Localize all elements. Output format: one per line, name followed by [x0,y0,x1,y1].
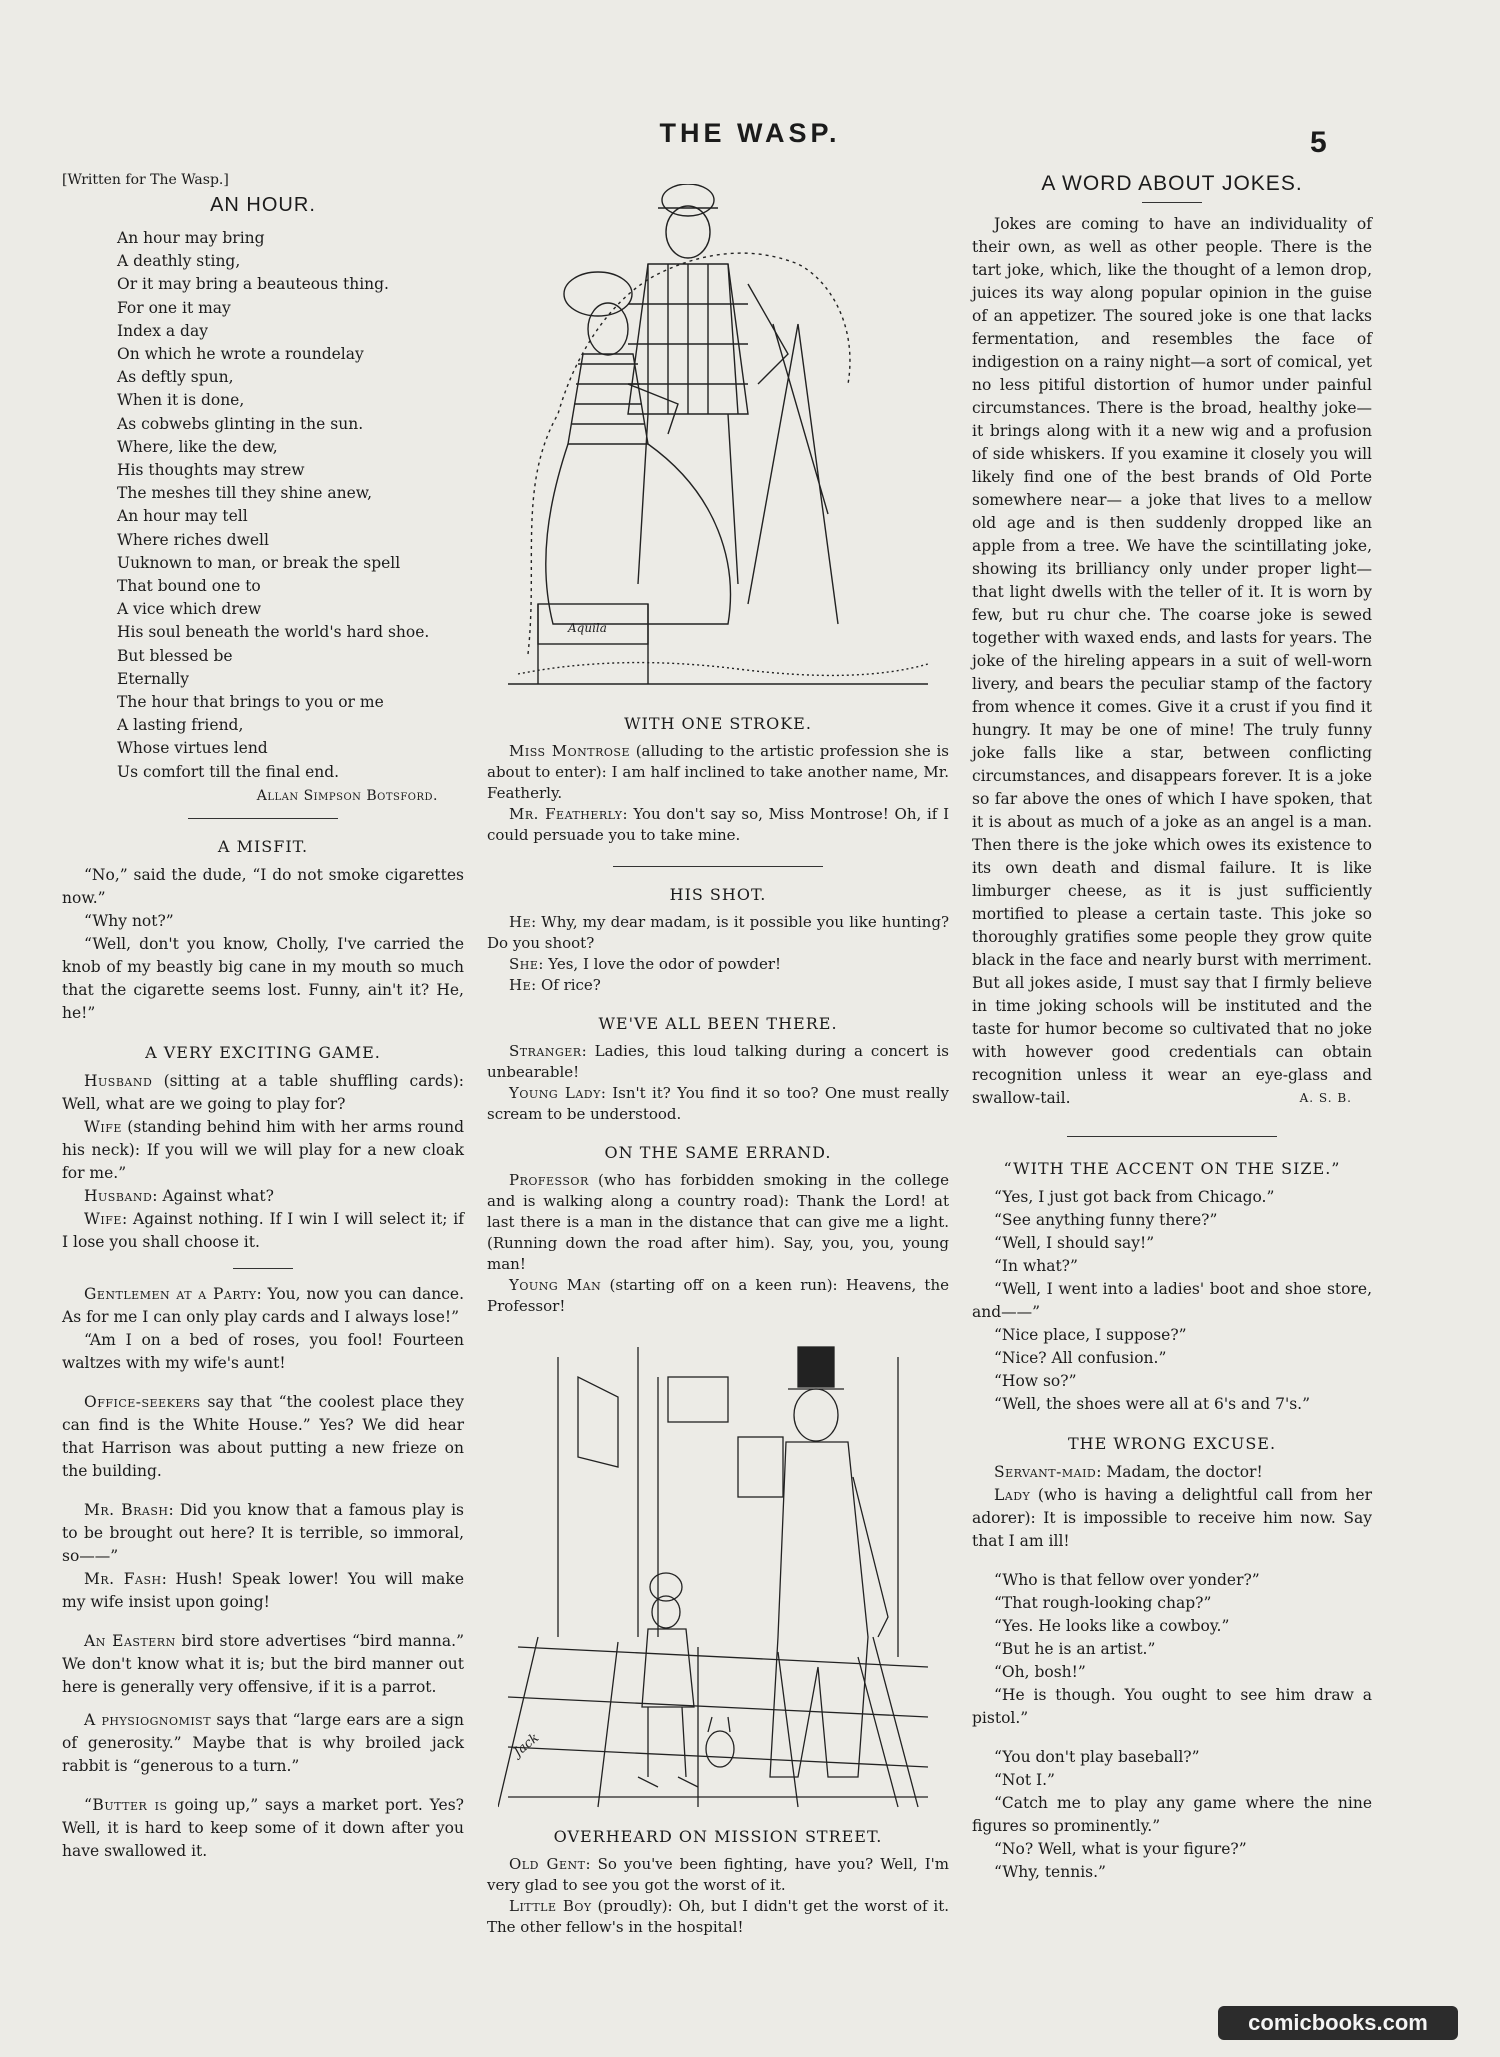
poem-line: His soul beneath the world's hard shoe. [117,623,430,642]
divider [613,866,823,867]
poem-line: On which he wrote a roundelay [117,345,364,364]
game-title: A VERY EXCITING GAME. [145,1042,381,1062]
speaker-label: Stranger [509,1042,582,1060]
paragraph [972,1461,1372,1484]
masthead: THE WASP. [659,118,841,148]
paragraph [487,1170,949,1275]
poem-line: Eternally [117,669,190,688]
speaker-label: Young Lady [509,1084,601,1102]
poem-body [117,227,464,784]
bird-store-body [62,1630,464,1699]
poem-line: A vice which drew [117,600,262,619]
paragraph-text: (who has forbidden smoking in the college and is walking along a country road): Thank the Lord! at last there is a man in the distance that can give me a light. (Running down the road after him). Say, you, you, young man! [487,1171,949,1273]
paragraph-text: : You, now you can dance. As for me I can only play cards and I always lose!” [62,1284,465,1326]
poem-line: But blessed be [117,646,233,665]
paragraph: “You don't play baseball?” [994,1748,1200,1766]
paragraph [487,954,949,975]
stroke-title: WITH ONE STROKE. [624,714,812,733]
paragraph: “Yes, I just got back from Chicago.” [994,1188,1275,1206]
paragraph-text: : Ladies, this loud talking during a concert is unbearable! [487,1042,949,1081]
column-right [972,170,1372,1884]
mission-title: OVERHEARD ON MISSION STREET. [553,1827,883,1846]
paragraph: “That rough-looking chap?” [994,1594,1212,1612]
poem-line: Uuknown to man, or break the spell [117,553,401,572]
paragraph: “Well, I should say!” [994,1234,1155,1252]
paragraph [62,1116,464,1185]
paragraph: “Who is that fellow over yonder?” [994,1571,1260,1589]
paragraph-text: (who is having a delightful call from her adorer): It is impossible to receive him now. Say that I am ill! [972,1486,1372,1550]
speaker-label: Office-seekers [84,1392,201,1411]
speaker-label: He [509,913,532,931]
paragraph [972,1484,1372,1553]
poem-line: Whose virtues lend [117,739,268,758]
brash-body [62,1499,464,1614]
speaker-label: Young Man [509,1276,602,1294]
jokes-signature: A. S. B. [1299,1091,1352,1105]
accent-body [972,1186,1372,1416]
paragraph [487,1854,949,1896]
paragraph [62,1568,464,1614]
paragraph-text: : Why, my dear madam, is it possible you like hunting? Do you shoot? [487,913,949,952]
speaker-label: Wife [84,1209,122,1228]
paragraph-text: : Hush! Speak lower! You will make my wife insist upon going! [62,1569,464,1611]
errand-body [487,1170,949,1317]
paragraph [487,912,949,954]
speaker-label: An Eastern [84,1631,176,1650]
poem-line: Where riches dwell [117,530,269,549]
speaker-label: Miss Montrose [509,742,630,760]
poem-line: As cobwebs glinting in the sun. [117,414,364,433]
excuse-title: THE WRONG EXCUSE. [1067,1434,1277,1453]
speaker-label: He [509,976,532,994]
paragraph-text: : Yes, I love the odor of powder! [538,955,782,973]
paragraph-text: : Isn't it? You find it so too? One must really scream to be understood. [487,1084,949,1123]
baseball-body [972,1746,1372,1884]
column-middle [487,170,949,1938]
paragraph [487,1896,949,1938]
divider [1067,1136,1277,1137]
misfit-body [62,864,464,1025]
paragraph [62,1185,464,1208]
paragraph: “Not I.” [994,1771,1055,1789]
page-number: 5 [1310,126,1327,159]
column-left [62,170,464,1863]
speaker-label: Wife [84,1117,122,1136]
poem-line: Or it may bring a beauteous thing. [117,275,389,294]
paragraph [487,1083,949,1125]
paragraph-text: : Against nothing. If I win I will select it; if I lose you shall choose it. [62,1209,464,1251]
speaker-label: Husband [84,1186,153,1205]
speaker-label: Professor [509,1171,589,1189]
physiognomist-body [62,1709,464,1778]
excuse-body [972,1461,1372,1553]
poem-line: His thoughts may strew [117,461,305,480]
poem-line: An hour may bring [117,229,265,247]
watermark: comicbooks.com [1218,2006,1458,2040]
paragraph: “Catch me to play any game where the nine figures so prominently.” [972,1794,1372,1835]
poem-title: AN HOUR. [210,194,316,216]
poem-line: A deathly sting, [117,252,241,271]
poem-line: As deftly spun, [117,368,234,387]
poem-line: Where, like the dew, [117,437,278,456]
speaker-label: She [509,955,539,973]
paragraph: “No? Well, what is your figure?” [994,1840,1247,1858]
paragraph: “See anything funny there?” [994,1211,1218,1229]
paragraph [62,1630,464,1699]
poem-line: An hour may tell [117,507,248,526]
paragraph: “Nice? All confusion.” [994,1349,1167,1367]
paragraph [487,804,949,846]
paragraph-text: : You don't say so, Miss Montrose! Oh, if I could persuade you to take mine. [487,805,949,844]
poem-line: For one it may [117,298,231,317]
speaker-label: Servant-maid [994,1463,1097,1481]
paragraph-text: (sitting at a table shuffling cards): Well, what are we going to play for? [62,1071,464,1113]
paragraph-text: bird store advertises “bird manna.” We don't know what it is; but the bird manner out here is generally very offensive, if it is a parrot. [62,1631,464,1696]
speaker-label: Lady [994,1486,1031,1504]
speaker-label: Little Boy [509,1897,592,1915]
speaker-label: Old Gent [509,1855,586,1873]
paragraph: “Why not?” [84,911,174,930]
paragraph: “But he is an artist.” [994,1640,1156,1658]
divider [1142,202,1202,203]
paragraph-text: says that “large ears are a sign of generosity.” Maybe that is why broiled jack rabbit is “generous to a turn.” [62,1710,464,1775]
paragraph-text: : Against what? [152,1186,274,1205]
office-seekers-body [62,1391,464,1483]
poem-line: The hour that brings to you or me [117,693,384,712]
speaker-label: Mr. Brash [84,1500,169,1519]
poem-line: A lasting friend, [117,716,244,735]
illustration-signature: Jack [510,1730,543,1761]
paragraph [62,1391,464,1483]
paragraph [62,1070,464,1116]
illustration-signature: Aquila [568,621,607,635]
paragraph-text: : Of rice? [531,976,601,994]
party-body [62,1283,464,1375]
speaker-label: Mr. Featherly [509,805,623,823]
paragraph: “Why, tennis.” [994,1863,1106,1881]
paragraph [62,1794,464,1863]
jokes-body: Jokes are coming to have an individuality of their own, as well as other people. There is the tart joke, which, like the thought of a lemon drop, juices its way along popular opinion in the guise of an appetizer. The soured joke is one that lacks fermentation, and resembles the face of indigestion on a rainy night—a sort of comical, yet no less pitiful distortion of humor under painful circumstances. There is the broad, healthy joke—it brings along with it a new wig and a profusion of side whiskers. If you examine it closely you will likely find one of the best brands of Old Porte somewhere near— a joke that lives to a mellow old age and is then suddenly dropped like an apple from a tree. We have the scintillating joke, showing its brilliancy only under proper light—that light dwells with the teller of it. It is worn by few, but ru chur che. The coarse joke is sewed together with waxed ends, and lasts for years. The joke of the hireling appears in a suit of well-worn livery, and bears the peculiar stamp of the factory from whence it comes. Give it a crust if you find it hungry. It may be one of mine! The truly funny joke falls like a star, between conflicting circumstances, and disappears forever. It is a joke so far above the ones of which I have spoken, that it is about as much of a joke as an angel is a man. Then there is the joke which owes its existence to its own death and dismal failure. It is like limburger cheese, as it is just sufficiently mortified to please a certain taste. This joke so thoroughly gratifies some people they grow quite black in the face and nearly burst with merriment. But all jokes aside, I must say that I firmly believe in time joking schools will be instituted and the taste for humor become so cultivated that no joke with however good credentials can obtain recognition unless it wear an eye-glass and swallow-tail. A. S. B. [972,213,1372,1110]
paragraph: “In what?” [994,1257,1078,1275]
paragraph-text: : Did you know that a famous play is to be brought out here? It is terrible, so immoral, so——” [62,1500,464,1565]
paragraph [62,1329,464,1375]
paragraph: “Well, the shoes were all at 6's and 7's.” [994,1395,1311,1413]
been-there-title: WE'VE ALL BEEN THERE. [598,1014,838,1033]
poem-line: Us comfort till the final end. [117,762,340,781]
speaker-label: A physiognomist [84,1710,212,1729]
paragraph: “Oh, bosh!” [994,1663,1086,1681]
paragraph-text: “Am I on a bed of roses, you fool! Fourteen waltzes with my wife's aunt! [62,1330,464,1372]
shot-body [487,912,949,996]
speaker-label: Mr. Fash [84,1569,162,1588]
paragraph: “Yes. He looks like a cowboy.” [994,1617,1230,1635]
errand-title: ON THE SAME ERRAND. [604,1143,832,1162]
divider [233,1268,293,1269]
poem-line: When it is done, [117,391,245,410]
paragraph [62,1283,464,1329]
paragraph [487,975,949,996]
poem-line: The meshes till they shine anew, [117,484,373,503]
accent-title: “WITH THE ACCENT ON THE SIZE.” [1003,1159,1341,1178]
poem-line: That bound one to [117,577,261,596]
paragraph [487,741,949,804]
been-there-body [487,1041,949,1125]
paragraph-text: : So you've been fighting, have you? Well, I'm very glad to see you got the worst of it. [487,1855,949,1894]
paragraph: “Nice place, I suppose?” [994,1326,1187,1344]
divider [188,818,338,819]
paragraph [62,1709,464,1778]
shot-title: HIS SHOT. [669,885,767,904]
butter-body [62,1794,464,1863]
cowboy-body [972,1569,1372,1730]
paragraph-text: say that “the coolest place they can find is the White House.” Yes? We did hear that Harrison was about putting a new frieze on the building. [62,1392,464,1480]
poem-credit: [Written for The Wasp.] [62,172,229,188]
paragraph [62,1208,464,1254]
paragraph: “He is though. You ought to see him draw a pistol.” [972,1686,1372,1727]
speaker-label: Husband [84,1071,153,1090]
paragraph-text: (standing behind him with her arms round his neck): If you will we will play for a new cloak for me.” [62,1117,464,1182]
poem-line: Index a day [117,321,208,340]
paragraph: “Well, don't you know, Cholly, I've carried the knob of my beastly big cane in my mouth so much that the cigarette seems lost. Funny, ain't it? He, he!” [62,934,464,1022]
paragraph [62,1499,464,1568]
paragraph-text: (starting off on a keen run): Heavens, the Professor! [487,1276,949,1315]
jokes-title: A WORD ABOUT JOKES. [1041,172,1303,195]
mission-street-illustration [498,1337,938,1817]
paragraph-text: (alluding to the artistic profession she is about to enter): I am half inclined to take another name, Mr. Featherly. [487,742,949,802]
paragraph [487,1275,949,1317]
mission-body [487,1854,949,1938]
paragraph: “How so?” [994,1372,1077,1390]
paragraph-text: (proudly): Oh, but I didn't get the worst of it. The other fellow's in the hospital! [487,1897,949,1936]
poem-author: Allan Simpson Botsford. [256,787,438,804]
speaker-label: “Butter is [84,1795,168,1814]
speaker-label: Gentlemen at a Party [84,1284,257,1303]
game-body [62,1070,464,1254]
couple-sketching-illustration [498,184,938,704]
misfit-title: A MISFIT. [217,836,309,856]
paragraph: “Well, I went into a ladies' boot and shoe store, and——” [972,1280,1372,1321]
paragraph-text: going up,” says a market port. Yes? Well, it is hard to keep some of it down after you have swallowed it. [62,1795,464,1860]
stroke-body [487,741,949,846]
paragraph [487,1041,949,1083]
paragraph: “No,” said the dude, “I do not smoke cigarettes now.” [62,865,464,907]
paragraph-text: : Madam, the doctor! [1096,1463,1263,1481]
